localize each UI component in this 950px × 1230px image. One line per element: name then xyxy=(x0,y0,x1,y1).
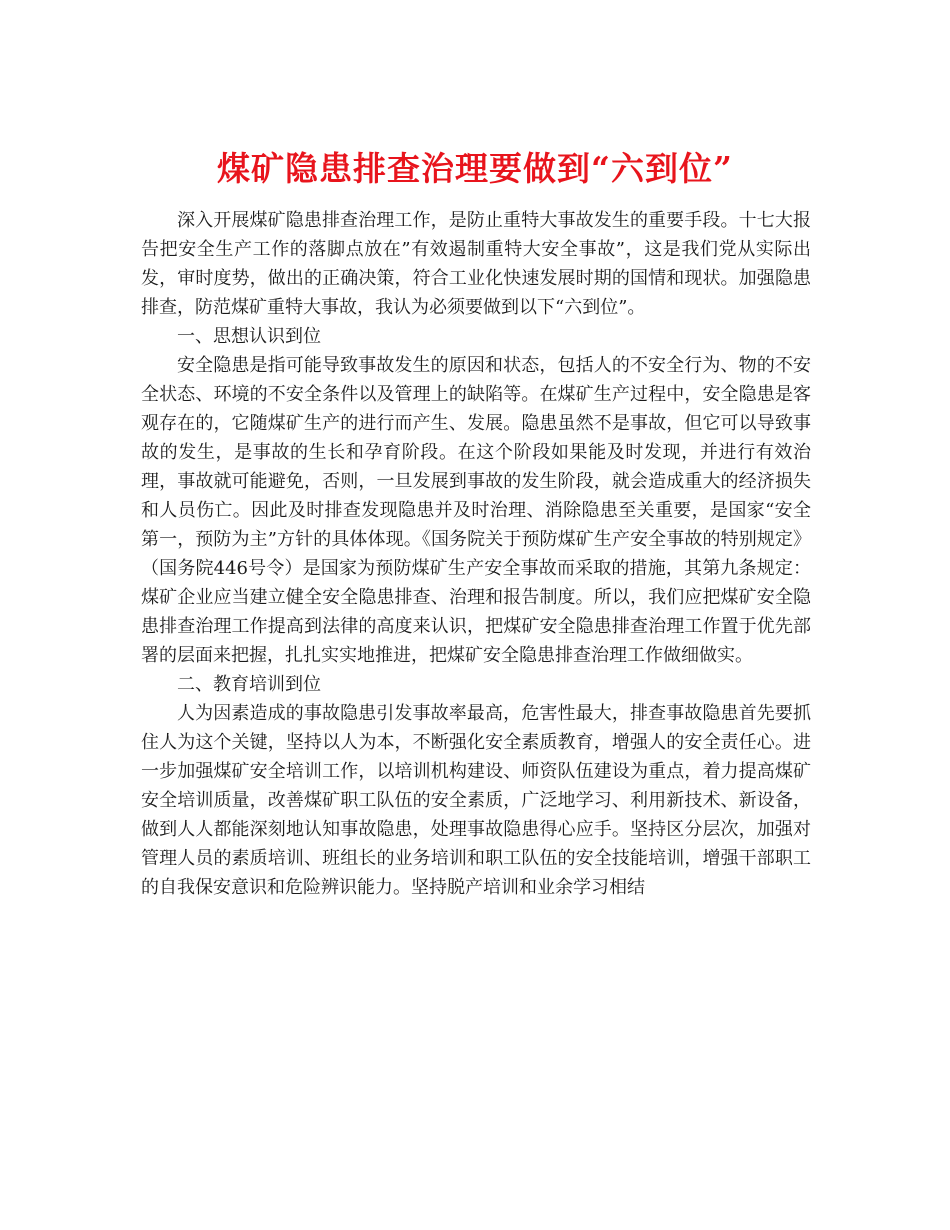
document-title: 煤矿隐患排查治理要做到“六到位” xyxy=(217,149,733,189)
paragraph-section-2: 人为因素造成的事故隐患引发事故率最高，危害性最大，排查事故隐患首先要抓住人为这个关键，坚持以人为本，不断强化安全素质教育，增强人的安全责任心。进一步加强煤矿安全培训工作，以培训机构建设、师资队伍建设为重点，着力提高煤矿安全培训质量，改善煤矿职工队伍的安全素质，广泛地学习、利用新技术、新设备，做到人人都能深刻地认知事故隐患，处理事故隐患得心应手。坚持区分层次，加强对管理人员的素质培训、班组长的业务培训和职工队伍的安全技能培训，增强干部职工的自我保安意识和危险辨识能力。坚持脱产培训和业余学习相结 xyxy=(141,703,811,898)
paragraph-intro: 深入开展煤矿隐患排查治理工作，是防止重特大事故发生的重要手段。十七大报告把安全生产工作的落脚点放在”有效遏制重特大安全事故”，这是我们党从实际出发，审时度势，做出的正确决策，符合工业化快速发展时期的国情和现状。加强隐患排查，防范煤矿重特大事故，我认为必须要做到以下“六到位”。 xyxy=(141,210,811,318)
section-heading-1: 一、思想认识到位 xyxy=(177,326,321,347)
document-body xyxy=(141,206,811,902)
paragraph-section-1: 安全隐患是指可能导致事故发生的原因和状态，包括人的不安全行为、物的不安全状态、环境的不安全条件以及管理上的缺陷等。在煤矿生产过程中，安全隐患是客观存在的，它随煤矿生产的进行而产生、发展。隐患虽然不是事故，但它可以导致事故的发生，是事故的生长和孕育阶段。在这个阶段如果能及时发现，并进行有效治理，事故就可能避免，否则，一旦发展到事故的发生阶段，就会造成重大的经济损失和人员伤亡。因此及时排查发现隐患并及时治理、消除隐患至关重要，是国家“安全第一，预防为主”方针的具体体现。《国务院关于预防煤矿生产安全事故的特别规定》（国务院446号令）是国家为预防煤矿生产安全事故而采取的措施，其第九条规定：煤矿企业应当建立健全安全隐患排查、治理和报告制度。所以，我们应把煤矿安全隐患排查治理工作提高到法律的高度来认识，把煤矿安全隐患排查治理工作置于优先部署的层面来把握，扎扎实实地推进，把煤矿安全隐患排查治理工作做细做实。 xyxy=(141,355,811,666)
section-heading-2: 二、教育培训到位 xyxy=(177,674,321,695)
